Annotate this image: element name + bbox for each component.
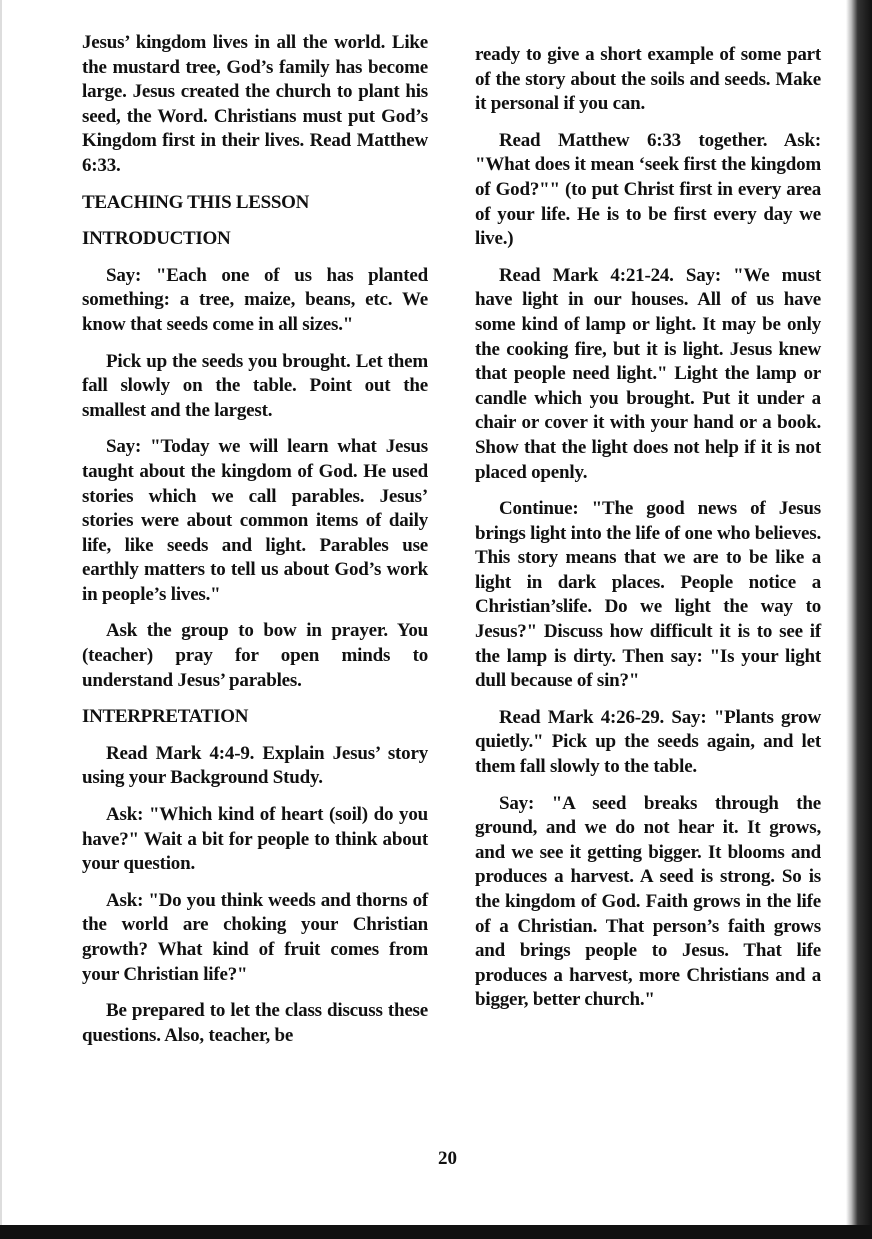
paragraph: Jesus’ kingdom lives in all the world. Like the mustard tree, God’s family has become large. Jesus created the church to plant his seed, the Word. Christians must put God’s Kingdom first in their lives. Read Matthew 6:33. <box>82 32 428 176</box>
paragraph: Continue: "The good news of Jesus brings light into the life of one who believes. This story means that we are to be like a light in dark places. People notice a Christian’slife. Do we light the way to Jesus?" Discuss how difficult it is to see if the lamp is dirty. Then say: "Is your light dull because of sin?" <box>475 498 821 692</box>
paragraph: Say: "A seed breaks through the ground, and we do not hear it. It grows, and we see it getting bigger. It blooms and produces a harvest. A seed is strong. So is the kingdom of God. Faith grows in the life of a Christian. That person’s faith grows and brings people to Jesus. That life produces a harvest, more Christians and a bigger, better church." <box>475 792 821 1011</box>
paragraph: Read Mark 4:26-29. Say: "Plants grow quietly." Pick up the seeds again, and let them fall slowly to the table. <box>475 706 821 778</box>
paragraph: Read Mark 4:21-24. Say: "We must have light in our houses. All of us have some kind of lamp or light. It may be only the cooking fire, but it is light. Jesus knew that people need light." Light the lamp or candle which you brought. Put it under a chair or cover it with your hand or a book. Show that the light does not help if it is not placed openly. <box>475 264 821 483</box>
section-heading: INTRODUCTION <box>82 228 231 250</box>
section-heading: TEACHING THIS LESSON <box>82 191 310 213</box>
scan-edge-bottom <box>0 1225 872 1239</box>
paragraph: Ask: "Which kind of heart (soil) do you have?" Wait a bit for people to think about your question. <box>82 804 428 875</box>
scan-edge-right <box>846 0 872 1239</box>
page-number: 20 <box>438 1148 457 1169</box>
paragraph: Read Mark 4:4-9. Explain Jesus’ story using your Background Study. <box>82 742 428 789</box>
left-column <box>82 31 428 1060</box>
paragraph: Read Matthew 6:33 together. Ask: "What does it mean ‘seek first the kingdom of God?"" (to put Christ first in every area of your life. He is to be first every day we live.) <box>475 129 821 250</box>
scan-edge-left <box>0 0 2 1239</box>
paragraph: Be prepared to let the class discuss these questions. Also, teacher, be <box>82 1000 428 1046</box>
paragraph: Say: "Each one of us has planted something: a tree, maize, beans, etc. We know that seeds come in all sizes." <box>82 264 428 335</box>
section-heading: INTERPRETATION <box>82 706 249 728</box>
paragraph: Ask the group to bow in prayer. You (teacher) pray for open minds to understand Jesus’ parables. <box>82 620 428 691</box>
right-column <box>475 43 821 1025</box>
paragraph: Pick up the seeds you brought. Let them fall slowly on the table. Point out the smallest and the largest. <box>82 350 428 421</box>
paragraph: ready to give a short example of some part of the story about the soils and seeds. Make it personal if you can. <box>475 44 821 115</box>
paragraph: Say: "Today we will learn what Jesus taught about the kingdom of God. He used stories which we call parables. Jesus’ stories were about common items of daily life, like seeds and light. Parables use earthly matters to tell us about God’s work in people’s lives." <box>82 436 428 605</box>
paragraph: Ask: "Do you think weeds and thorns of the world are choking your Christian growth? What kind of fruit comes from your Christian life?" <box>82 889 428 985</box>
